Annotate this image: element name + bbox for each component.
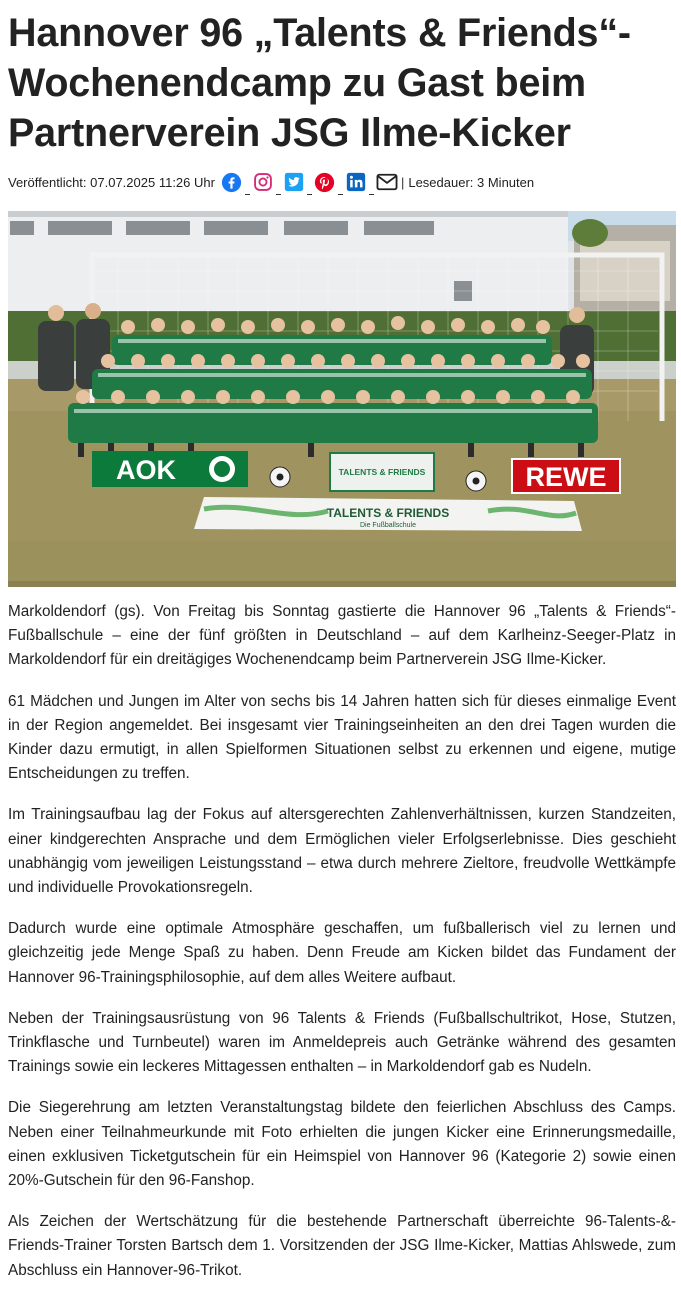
published-date: Veröffentlicht: 07.07.2025 11:26 Uhr <box>8 174 215 190</box>
pinterest-icon[interactable] <box>314 171 336 193</box>
meta-separator: | <box>400 174 405 190</box>
article-paragraph: Neben der Trainingsausrüstung von 96 Talents & Friends (Fußballschultrikot, Hose, Stutzen, Trinkflasche und Turnbeutel) waren im Anmeldepreis auch Getränke während des gesamten Trainings sowie ein leckeres Mittagessen enthalten – in Markoldendorf gab es Nudeln. <box>8 1009 676 1076</box>
ground-banner-subtext: Die Fußballschule <box>359 522 417 529</box>
article-paragraph: Als Zeichen der Wertschätzung für die bestehende Partnerschaft überreichte 96-Talents-&-Friends-Trainer Torsten Bartsch dem 1. Vorsitzenden der JSG Ilme-Kicker, Mattias Ahlswede, zum Abschluss ein Hannover-96-Trikot. <box>8 1213 676 1279</box>
linkedin-icon[interactable] <box>345 171 367 193</box>
article-body <box>8 600 676 1300</box>
article-title: Hannover 96 „Talents & Friends“-Wochenendcamp zu Gast beim Partnerverein JSG Ilme-Kicker <box>8 11 631 155</box>
ground-banner <box>194 497 582 531</box>
article-photo[interactable] <box>8 211 676 587</box>
aok-banner <box>92 451 248 487</box>
rewe-banner-text: REWE <box>525 462 607 492</box>
ground-banner-text: TALENTS & FRIENDS <box>326 506 450 520</box>
article-paragraph: Die Siegerehrung am letzten Veranstaltungstag bildete den feierlichen Abschluss des Camps. Neben einer Teilnahmeurkunde mit Foto erhielten die jungen Kicker eine Erinnerungsmedaille, einen exklusiven Ticketgutschein für ein Heimspiel von Hannover 96 (Kategorie 2) sowie einen 20%-Gutschein für den 96-Fanshop. <box>8 1099 676 1190</box>
facebook-icon[interactable] <box>221 171 243 193</box>
share-bar <box>221 171 398 193</box>
article-paragraph: Markoldendorf (gs). Von Freitag bis Sonntag gastierte die Hannover 96 „Talents & Friends“-Fußballschule – eine der fünf größten in Deutschland – auf dem Karlheinz-Seeger-Platz in Markoldendorf für ein dreitägiges Wochenendcamp beim Partnerverein JSG Ilme-Kicker. <box>8 603 676 669</box>
aok-banner-text: AOK <box>116 455 176 485</box>
share-separator <box>243 181 252 195</box>
article-meta <box>8 169 676 195</box>
rewe-banner <box>512 459 620 493</box>
talents-banner-text: TALENTS & FRIENDS <box>338 467 426 477</box>
article-paragraph: Dadurch wurde eine optimale Atmosphäre geschaffen, um fußballerisch viel zu lernen und gleichzeitig jede Menge Spaß zu haben. Denn Freude am Kicken bildet das Fundament der Hannover 96-Trainingsphilosophie, auf dem alles Weitere aufbaut. <box>8 920 676 986</box>
instagram-icon[interactable] <box>252 171 274 193</box>
reading-time: Lesedauer: 3 Minuten <box>408 174 535 190</box>
email-icon[interactable] <box>376 171 398 193</box>
talents-friends-banner <box>330 453 434 491</box>
article-paragraph: 61 Mädchen und Jungen im Alter von sechs bis 14 Jahren hatten sich für dieses einmalige Event in der Region angemeldet. Bei insgesamt vier Trainingseinheiten an den drei Tagen wurden die Kinder dazu ermutigt, in allen Spielformen Situationen selbst zu erkennen und eigene, mutige Entscheidungen zu treffen. <box>8 692 676 783</box>
twitter-icon[interactable] <box>283 171 305 193</box>
share-separator <box>274 181 283 195</box>
share-separator <box>305 181 314 195</box>
share-separator <box>336 181 345 195</box>
share-separator <box>367 181 376 195</box>
article-paragraph: Im Trainingsaufbau lag der Fokus auf altersgerechten Zahlenverhältnissen, kurzen Standzeiten, einer kindgerechten Ansprache und dem Ermöglichen vieler Erfolgserlebnisse. Dies geschieht unabhängig vom jeweiligen Leistungsstand – etwa durch mehrere Zieltore, freudvolle Wettkämpfe und individuelle Provokationsregeln. <box>8 806 676 897</box>
